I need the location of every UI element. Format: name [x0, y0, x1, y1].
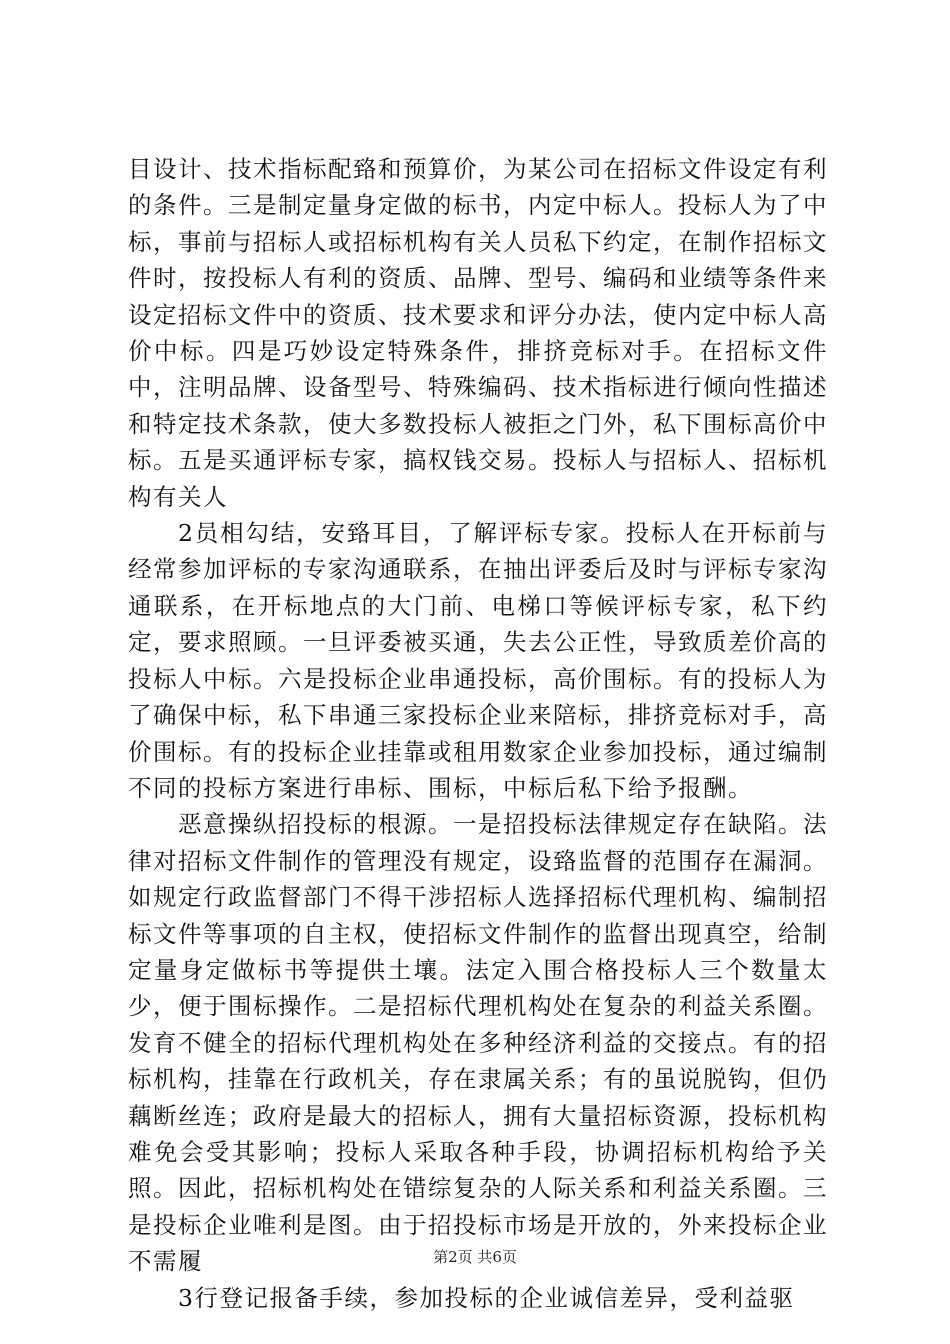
paragraph-continuation: 目设计、技术指标配臵和预算价，为某公司在招标文件设定有利的条件。三是制定量身定做的标书，内定中标人。投标人为了中标，事前与招标人或招标机构有关人员私下约定，在制作招标文件时，按投标人有利的资质、品牌、型号、编码和业绩等条件来设定招标文件中的资质、技术要求和评分办法，使内定中标人高价中标。四是巧妙设定特殊条件，排挤竞标对手。在招标文件中，注明品牌、设备型号、特殊编码、技术指标进行倾向性描述和特定技术条款，使大多数投标人被拒之门外，私下围标高价中标。五是买通评标专家，搞权钱交易。投标人与招标人、招标机构有关人 [128, 155, 828, 511]
page-footer: 第2页 共6页 [433, 1248, 517, 1266]
body-text [128, 151, 828, 1316]
paragraph-2: 2员相勾结，安臵耳目，了解评标专家。投标人在开标前与经常参加评标的专家沟通联系，在抽出评委后及时与评标专家沟通联系，在开标地点的大门前、电梯口等候评标专家，私下约定，要求照顾。一旦评委被买通，失去公正性，导致质差价高的投标人中标。六是投标企业串通投标，高价围标。有的投标人为了确保中标，私下串通三家投标企业来陪标，排挤竞标对手，高价围标。有的投标企业挂靠或租用数家企业参加投标，通过编制不同的投标方案进行串标、围标，中标后私下给予报酬。 [128, 519, 828, 802]
paragraph-roots: 恶意操纵招投标的根源。一是招投标法律规定存在缺陷。法律对招标文件制作的管理没有规定，设臵监督的范围存在漏洞。如规定行政监督部门不得干涉招标人选择招标代理机构、编制招标文件等事项的自主权，使招标文件制作的监督出现真空，给制定量身定做标书等提供土壤。法定入围合格投标人三个数量太少，便于围标操作。二是招标代理机构处在复杂的利益关系圈。发育不健全的招标代理机构处在多种经济利益的交接点。有的招标机构，挂靠在行政机关，存在隶属关系；有的虽说脱钩，但仍藕断丝连；政府是最大的招标人，拥有大量招标资源，投标机构难免会受其影响；投标人采取各种手段，协调招标机构给予关照。因此，招标机构处在错综复杂的人际关系和利益关系圈。三是投标企业唯利是图。由于招投标市场是开放的，外来投标企业不需履 [128, 810, 828, 1276]
paragraph-3: 3行登记报备手续，参加投标的企业诚信差异，受利益驱 [178, 1283, 795, 1312]
